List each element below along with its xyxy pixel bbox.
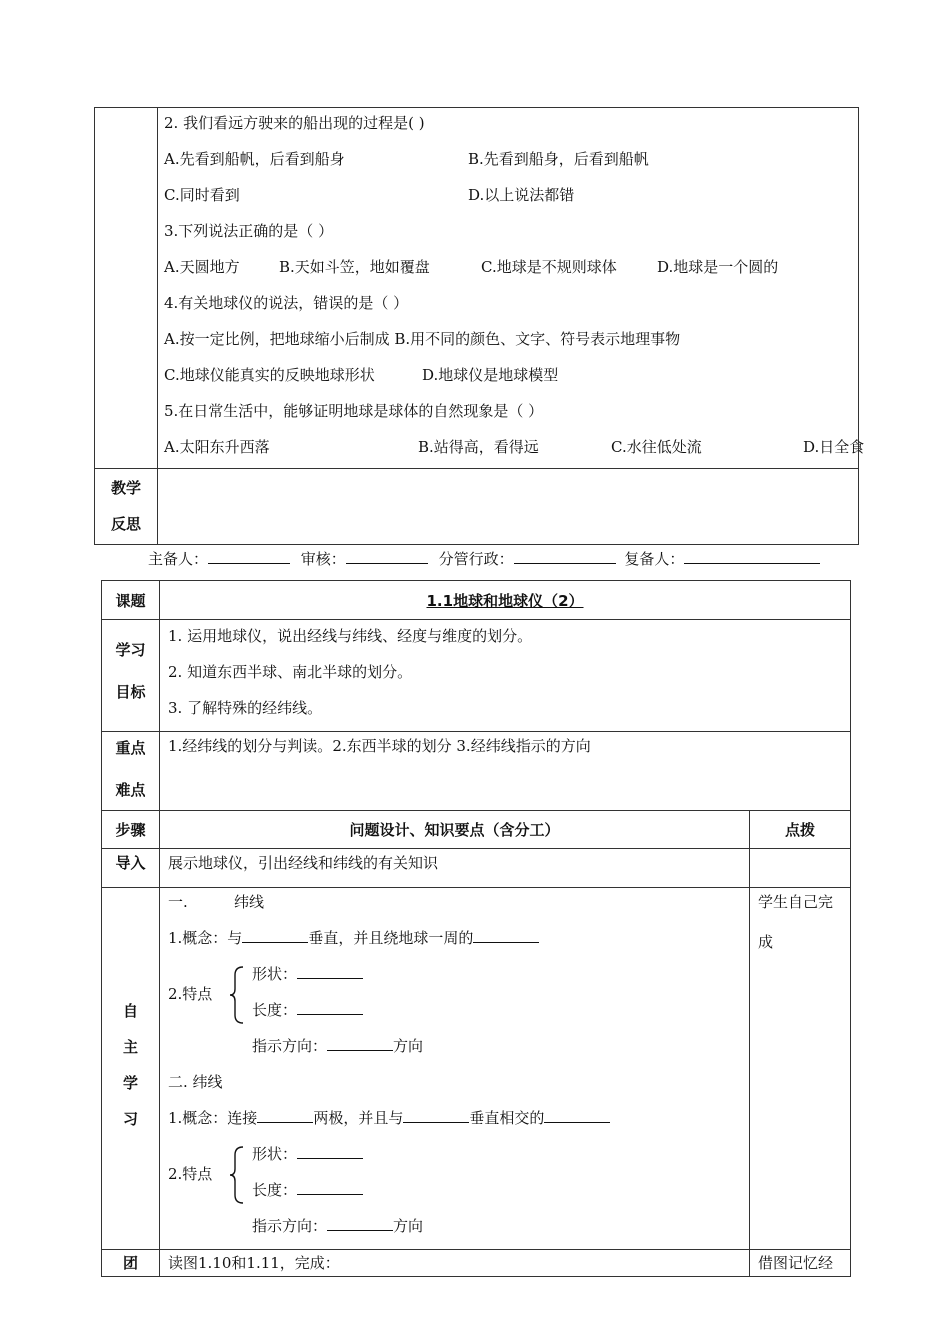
question-5-text: 5.在日常生活中，能够证明地球是球体的自然现象是（ ） [164, 402, 544, 420]
section-1-length [252, 992, 363, 1028]
section-1-title: 纬线 [234, 893, 265, 911]
section-2-shape-blank[interactable] [297, 1144, 363, 1159]
section-2-shape [252, 1136, 363, 1172]
recheck-label: 复备人： [624, 550, 685, 568]
topic-label: 课题 [102, 581, 160, 620]
group-label: 团 [122, 1254, 138, 1272]
goals-label-2: 目标 [115, 683, 146, 701]
section-1-feature-label: 2.特点 [168, 985, 213, 1003]
question-4-option-d: D.地球仪是地球模型 [422, 366, 559, 384]
group-cell [160, 1250, 750, 1277]
intro-label-cell [102, 849, 160, 888]
exercise-left-cell [95, 108, 158, 469]
intro-tip-cell [750, 849, 851, 888]
reflection-label-cell [95, 469, 158, 545]
reviewer-blank[interactable] [346, 549, 428, 564]
lesson-table [101, 580, 851, 1277]
section-1-concept [168, 920, 539, 956]
section-2-concept-blank-2[interactable] [403, 1108, 469, 1123]
question-5-option-c: C.水往低处流 [611, 438, 702, 456]
goals-label-cell [102, 620, 160, 732]
section-1-direction [252, 1028, 423, 1064]
section-2-brace-icon [229, 1145, 245, 1205]
self-study-tip-line-1: 学生自己完 [758, 893, 834, 911]
question-3-option-a: A.天圆地方 [164, 258, 240, 276]
self-study-tip-cell [750, 888, 851, 1250]
key-points-text: 1.经纬线的划分与判读。2.东西半球的划分 3.经纬线指示的方向 [168, 737, 591, 755]
lead-preparer-blank[interactable] [208, 549, 290, 564]
section-1-concept-blank-1[interactable] [242, 928, 308, 943]
section-2-direction [252, 1208, 423, 1244]
section-2-direction-label: 指示方向： [252, 1217, 328, 1235]
question-2-option-c: C.同时看到 [164, 186, 240, 204]
intro-text: 展示地球仪，引出经线和纬线的有关知识 [168, 854, 439, 872]
section-1-shape-label: 形状： [252, 965, 298, 983]
group-text: 读图1.10和1.11，完成： [168, 1254, 340, 1272]
goal-item-3: 3. 了解特殊的经纬线。 [168, 699, 323, 717]
key-label-2: 难点 [115, 781, 146, 799]
section-2-concept-blank-3[interactable] [544, 1108, 610, 1123]
intro-cell [160, 849, 750, 888]
goals-label-1: 学习 [115, 641, 146, 659]
key-label-1: 重点 [115, 739, 146, 757]
section-1-shape [252, 956, 363, 992]
section-2-concept [168, 1100, 610, 1136]
section-2-direction-suffix: 方向 [393, 1217, 424, 1235]
goals-cell [160, 620, 851, 732]
section-1-concept-prefix: 1.概念：与 [168, 929, 243, 947]
section-2-length-label: 长度： [252, 1181, 298, 1199]
group-label-cell [102, 1250, 160, 1277]
key-points-cell [160, 732, 851, 811]
exercise-table [94, 107, 865, 545]
section-1-concept-blank-2[interactable] [473, 928, 539, 943]
section-2-concept-suffix: 垂直相交的 [469, 1109, 545, 1127]
admin-blank[interactable] [514, 549, 616, 564]
section-2-feature-label: 2.特点 [168, 1165, 213, 1183]
group-tip-cell [750, 1250, 851, 1277]
self-study-tip-line-2: 成 [758, 933, 774, 951]
question-3-option-c: C.地球是不规则球体 [481, 258, 617, 276]
question-3-option-d: D.地球是一个圆的 [657, 258, 779, 276]
section-2-concept-blank-1[interactable] [257, 1108, 313, 1123]
section-1-length-blank[interactable] [297, 1000, 363, 1015]
self-study-label-char-3: 学 [122, 1074, 138, 1092]
section-1-shape-blank[interactable] [297, 964, 363, 979]
topic-cell [160, 581, 851, 620]
question-4-option-c: C.地球仪能真实的反映地球形状 [164, 366, 375, 384]
self-study-label-char-1: 自 [122, 1002, 138, 1020]
section-2-concept-middle: 两极，并且与 [313, 1109, 404, 1127]
lead-preparer-label: 主备人： [148, 550, 209, 568]
question-3-option-b: B.天如斗笠，地如覆盘 [279, 258, 430, 276]
section-1-brace-icon [229, 965, 245, 1025]
topic-title: 1.1地球和地球仪（2） [426, 591, 584, 610]
section-2-concept-prefix: 1.概念：连接 [168, 1109, 258, 1127]
self-study-label-cell [102, 888, 160, 1250]
question-2-text: 2. 我们看远方驶来的船出现的过程是( ) [164, 114, 425, 132]
reflection-label-2: 反思 [110, 515, 141, 533]
recheck-blank[interactable] [684, 549, 820, 564]
question-4-text: 4.有关地球仪的说法，错误的是（ ） [164, 294, 409, 312]
question-2-option-a: A.先看到船帆，后看到船身 [164, 150, 345, 168]
key-label-cell [102, 732, 160, 811]
section-1-length-label: 长度： [252, 1001, 298, 1019]
question-5-option-d: D.日全食 [803, 438, 865, 456]
section-2-title: 二. 纬线 [168, 1073, 223, 1091]
exercise-questions-cell [158, 108, 865, 469]
self-study-label-char-2: 主 [122, 1038, 138, 1056]
self-study-cell [160, 888, 750, 1250]
group-tip: 借图记忆经 [758, 1254, 834, 1272]
question-5-option-a: A.太阳东升西落 [164, 438, 270, 456]
section-1-direction-label: 指示方向： [252, 1037, 328, 1055]
section-2-direction-blank[interactable] [327, 1216, 393, 1231]
question-2-option-b: B.先看到船身，后看到船帆 [468, 150, 649, 168]
reflection-content-cell[interactable] [158, 469, 859, 545]
steps-header: 步骤 [102, 811, 160, 849]
tips-header: 点拨 [750, 811, 851, 849]
reflection-label-1: 教学 [110, 479, 141, 497]
goal-item-1: 1. 运用地球仪，说出经线与纬线、经度与维度的划分。 [168, 627, 533, 645]
admin-label: 分管行政： [438, 550, 514, 568]
question-4-options-ab: A.按一定比例，把地球缩小后制成 B.用不同的颜色、文字、符号表示地理事物 [164, 330, 681, 348]
design-header: 问题设计、知识要点（含分工） [160, 811, 750, 849]
intro-label: 导入 [115, 854, 146, 872]
section-1-direction-suffix: 方向 [393, 1037, 424, 1055]
self-study-label-char-4: 习 [122, 1110, 138, 1128]
section-2-length-blank[interactable] [297, 1180, 363, 1195]
section-2-shape-label: 形状： [252, 1145, 298, 1163]
section-2-length [252, 1172, 363, 1208]
section-1-concept-middle: 垂直，并且绕地球一周的 [308, 929, 474, 947]
question-5-option-b: B.站得高，看得远 [418, 438, 539, 456]
reviewer-label: 审核： [300, 550, 346, 568]
section-1-number: 一. [168, 893, 188, 911]
signature-line [148, 548, 848, 569]
question-2-option-d: D.以上说法都错 [468, 186, 575, 204]
question-3-text: 3.下列说法正确的是（ ） [164, 222, 334, 240]
section-1-direction-blank[interactable] [327, 1036, 393, 1051]
goal-item-2: 2. 知道东西半球、南北半球的划分。 [168, 663, 413, 681]
